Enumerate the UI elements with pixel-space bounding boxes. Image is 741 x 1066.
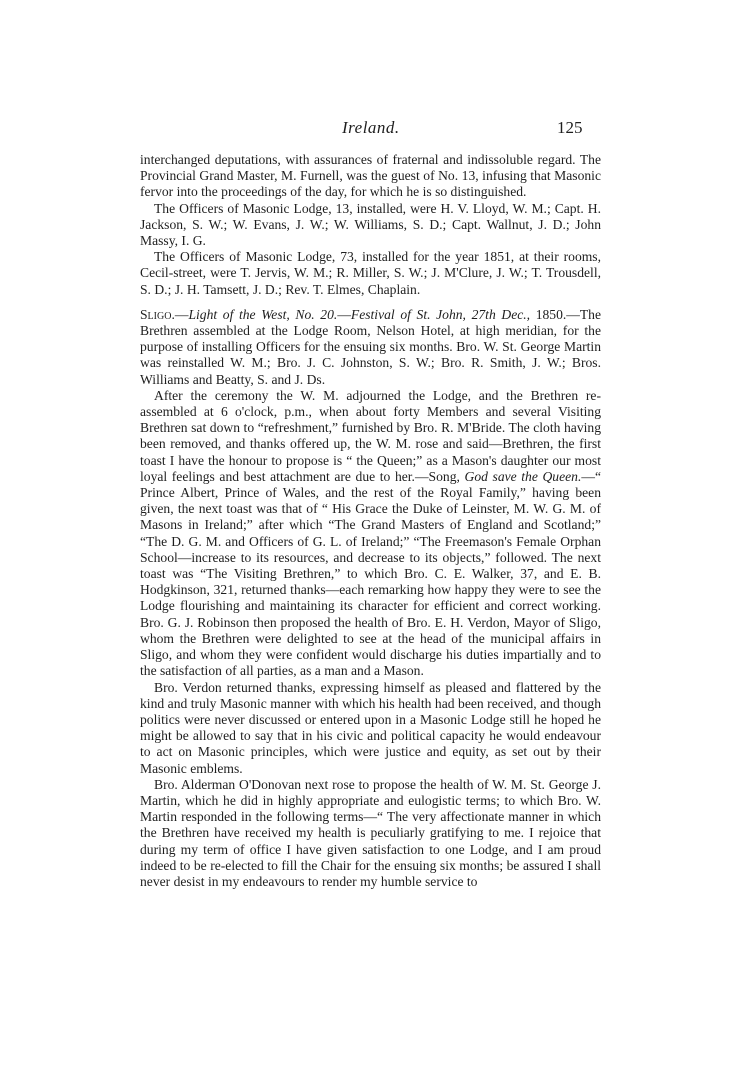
running-head — [0, 117, 741, 139]
paragraph-banquet-toasts — [140, 388, 601, 680]
page-number: 125 — [557, 118, 583, 137]
sligo-lodge-name: Light of the West, No. 20. — [188, 306, 338, 322]
sligo-festival-name: Festival of St. John, 27th Dec., — [350, 306, 531, 322]
paragraph-sligo-report: Sligo.—Light of the West, No. 20.—Festival of St. John, 27th Dec., 1850.—The Brethren assembled at the Lodge Room, Nelson Hotel, at high meridian, for the purpose of installing Officers for the ensuing six months. Bro. W. St. George Martin was reinstalled W. M.; Bro. J. C. Johnston, S. W.; Bro. R. Smith, J. W.; Bros. Williams and Beatty, S. and J. Ds. — [140, 306, 602, 387]
song-title: God save the Queen. — [464, 468, 582, 484]
sligo-report-text: 1850.—The Brethren assembled at the Lodge Room, Nelson Hotel, at high meridian, for the purpose of installing Officers for the ensuing six months. Bro. W. St. George Martin was reinstalled W. M.; Bro. J. C. Johnston, S. W.; Bro. R. Smith, J. W.; Bros. Williams and Beatty, S. and J. Ds. — [140, 306, 602, 387]
paragraph-deputations: interchanged deputations, with assurances of fraternal and indissoluble regard. The Provincial Grand Master, M. Furnell, was the guest of No. 13, infusing that Masonic fervor into the proceedings of the day, for which he is so distinguished. — [140, 152, 601, 200]
paragraph-verdon-reply: Bro. Verdon returned thanks, expressing himself as pleased and flattered by the kind and truly Masonic manner with which his health had been received, and though politics were never discussed or entered upon in a Masonic Lodge still he hoped he might be allowed to say that in his civic and political capacity he would endeavour to act on Masonic principles, which were justice and equity, as set out by their Masonic emblems. — [140, 679, 601, 776]
toasts-text-b: —“ Prince Albert, Prince of Wales, and the rest of the Royal Family,” having been given, the next toast was that of “ His Grace the Duke of Leinster, M. W. G. M. of Masons in Ireland;” after which “The Grand Masters of England and Scotland;” “The D. G. M. and Officers of G. L. of Ireland;” “The Freemason's Female Orphan School—increase to its resources, and decrease to its objects,” followed. The next toast was “The Visiting Brethren,” to which Bro. C. E. Walker, 37, and E. B. Hodgkinson, 321, returned thanks—each remarking how happy they were to see the Lodge flourishing and maintaining its character for efficient and correct working. Bro. G. J. Robinson then proposed the health of Bro. E. H. Verdon, Mayor of Sligo, whom the Brethren were delighted to see at the head of the municipal affairs in Sligo, and whom they were confident would discharge his duties impartially and to the satisfaction of all parties, as a man and a Mason. — [140, 468, 602, 679]
paragraph-lodge-73-officers: The Officers of Masonic Lodge, 73, installed for the year 1851, at their rooms, Cecil-street, were T. Jervis, W. M.; R. Miller, S. W.; J. M'Clure, J. W.; T. Trousdell, S. D.; J. H. Tamsett, J. D.; Rev. T. Elmes, Chaplain. — [140, 249, 601, 297]
body-text — [140, 152, 601, 890]
paragraph-lodge-13-officers: The Officers of Masonic Lodge, 13, installed, were H. V. Lloyd, W. M.; Capt. H. Jackson, S. W.; W. Evans, J. W.; W. Williams, S. D.; Capt. Wallnut, J. D.; John Massy, I. G. — [140, 200, 601, 249]
running-title: Ireland. — [342, 118, 400, 137]
toasts-text-a: After the ceremony the W. M. adjourned the Lodge, and the Brethren re-assembled at 6 o'clock, p.m., when about forty Members and several Visiting Brethren sat down to “refreshment,” furnished by Bro. R. M'Bride. The cloth having been removed, and thanks offered up, the W. M. rose and said—Brethren, the first toast I have the honour to propose is “ the Queen;” as a Mason's daughter our most loyal feelings and best attachment are due to her.—Song, — [140, 387, 601, 484]
paragraph-martin-reply: Bro. Alderman O'Donovan next rose to propose the health of W. M. St. George J. Martin, which he did in highly appropriate and eulogistic terms; to which Bro. W. Martin responded in the following terms—“ The very affectionate manner in which the Brethren have received my health is peculiarly gratifying to me. I rejoice that during my term of office I have given satisfaction to one Lodge, and I am proud indeed to be re-elected to fill the Chair for the ensuing six months; be assured I shall never desist in my endeavours to render my humble service to — [140, 776, 601, 889]
sligo-place-heading: Sligo. — [140, 306, 175, 322]
